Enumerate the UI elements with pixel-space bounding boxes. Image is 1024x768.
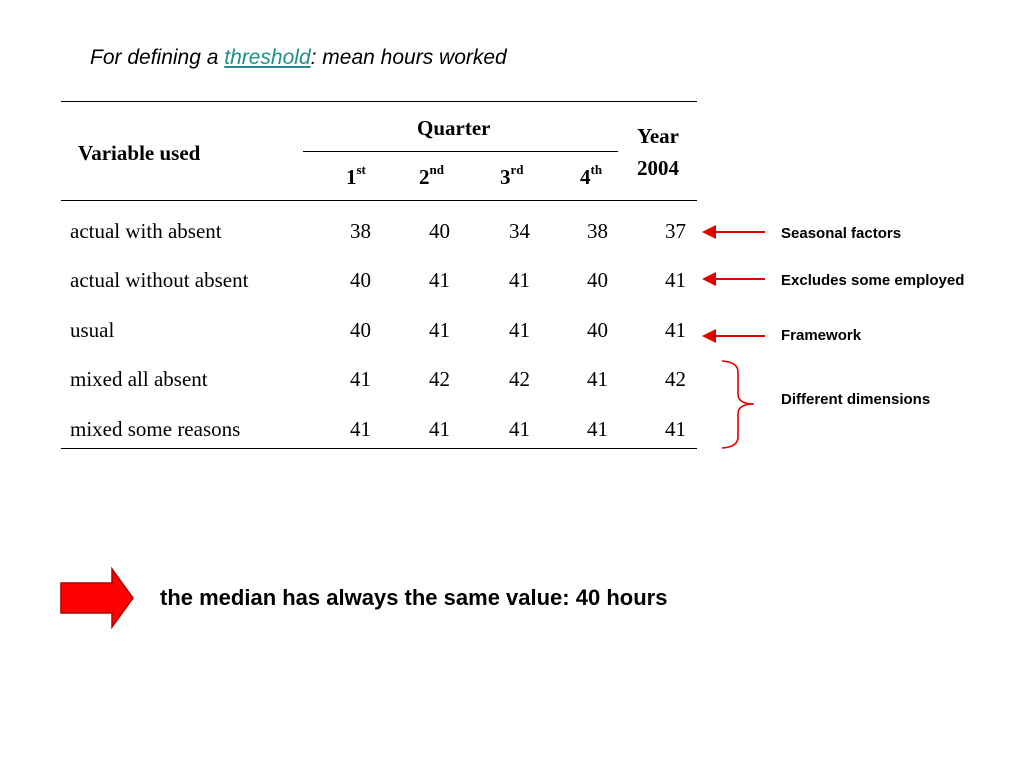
table-cell: 41 xyxy=(665,417,686,441)
row-label: mixed all absent xyxy=(70,367,208,391)
conclusion-text: the median has always the same value: 40 hours xyxy=(160,585,668,610)
table-cell: 40 xyxy=(350,318,371,342)
header-quarter-2: 2nd xyxy=(419,162,444,189)
table-cell: 41 xyxy=(350,417,371,441)
table-cell: 38 xyxy=(587,219,608,243)
table-cell: 40 xyxy=(587,268,608,292)
header-year-value: 2004 xyxy=(637,156,679,180)
title-prefix: For defining a xyxy=(90,46,225,69)
table-cell: 41 xyxy=(509,268,530,292)
table-cell: 41 xyxy=(509,417,530,441)
header-quarter-4: 4th xyxy=(580,162,603,189)
table-cell: 41 xyxy=(429,268,450,292)
table-cell: 41 xyxy=(665,268,686,292)
table-cell: 41 xyxy=(429,318,450,342)
table-cell: 42 xyxy=(509,367,530,391)
header-year: Year xyxy=(637,124,679,148)
title-suffix: : mean hours worked xyxy=(310,46,507,69)
note-framework: Framework xyxy=(781,327,862,344)
table-cell: 38 xyxy=(350,219,371,243)
table-cell: 41 xyxy=(350,367,371,391)
table-cell: 34 xyxy=(509,219,530,243)
table-cell: 41 xyxy=(429,417,450,441)
row-label: actual with absent xyxy=(70,219,222,243)
header-quarter-1: 1st xyxy=(346,162,366,189)
note-excludes-some-employed: Excludes some employed xyxy=(781,272,965,289)
header-quarter-3: 3rd xyxy=(500,162,524,189)
table-cell: 42 xyxy=(665,367,686,391)
note-different-dimensions: Different dimensions xyxy=(781,391,931,408)
left-arrow-icon xyxy=(702,225,765,239)
table-cell: 41 xyxy=(587,417,608,441)
title-threshold-link[interactable]: threshold xyxy=(224,46,311,69)
curly-brace-icon xyxy=(722,361,754,448)
table-cell: 41 xyxy=(587,367,608,391)
note-seasonal-factors: Seasonal factors xyxy=(781,225,902,242)
table-cell: 41 xyxy=(509,318,530,342)
table-cell: 42 xyxy=(429,367,450,391)
table-cell: 37 xyxy=(665,219,686,243)
table-cell: 41 xyxy=(665,318,686,342)
table-cell: 40 xyxy=(587,318,608,342)
row-label: usual xyxy=(70,318,115,342)
table-cell: 40 xyxy=(429,219,450,243)
row-label: mixed some reasons xyxy=(70,417,241,441)
header-quarter: Quarter xyxy=(417,116,491,140)
left-arrow-icon xyxy=(702,329,765,343)
table-cell: 40 xyxy=(350,268,371,292)
row-label: actual without absent xyxy=(70,268,249,292)
block-arrow-icon xyxy=(61,569,133,627)
header-variable-used: Variable used xyxy=(78,141,201,165)
left-arrow-icon xyxy=(702,272,765,286)
